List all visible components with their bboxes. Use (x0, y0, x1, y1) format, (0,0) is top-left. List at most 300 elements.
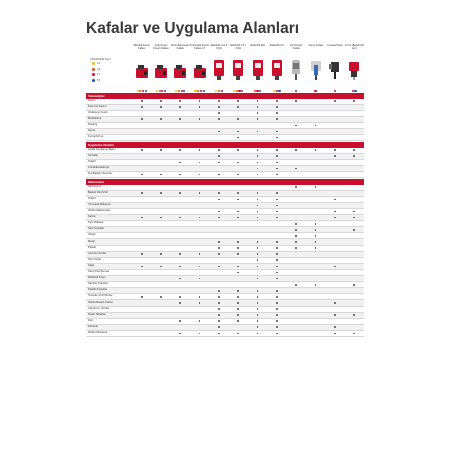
table-cell (287, 185, 306, 190)
check-dot-icon (257, 211, 259, 213)
table-cell (267, 191, 286, 196)
machine-image (309, 59, 323, 86)
check-dot-icon (334, 302, 336, 304)
table-cell (325, 135, 344, 140)
table-cell (248, 264, 267, 269)
table-cell (171, 99, 190, 104)
table-cell (209, 215, 228, 220)
table-cell (190, 111, 209, 116)
class-dot-icon (145, 90, 147, 92)
table-cell (345, 288, 364, 293)
table-cell (132, 258, 151, 263)
machine-name: HF Router Kafası (290, 44, 303, 50)
check-dot-icon (199, 192, 201, 194)
table-cell (248, 288, 267, 293)
table-cell (248, 117, 267, 122)
check-dot-icon (218, 302, 220, 304)
row-label: Metal (88, 239, 95, 243)
table-cell (171, 325, 190, 330)
row-label: Plastik (88, 245, 96, 249)
check-dot-icon (237, 253, 239, 255)
table-cell (248, 129, 267, 134)
table-cell (287, 233, 306, 238)
table-cell (345, 227, 364, 232)
check-dot-icon (141, 192, 143, 194)
table-cell (287, 135, 306, 140)
table-cell (306, 313, 325, 318)
table-cell (287, 203, 306, 208)
check-dot-icon (276, 162, 278, 164)
table-cell (267, 246, 286, 251)
class-dots (267, 86, 286, 92)
table-cell (151, 270, 170, 275)
check-dot-icon (257, 308, 259, 310)
table-cell (325, 325, 344, 330)
table-cell (190, 221, 209, 226)
row-label: Markalama (88, 116, 102, 120)
table-cell (190, 258, 209, 263)
table-cell (171, 319, 190, 324)
table-cell (151, 233, 170, 238)
check-dot-icon (218, 100, 220, 102)
table-cell (171, 185, 190, 190)
table-cell (306, 221, 325, 226)
check-dot-icon (257, 241, 259, 243)
check-dot-icon (218, 155, 220, 157)
table-cell (287, 117, 306, 122)
machine-name: Yazıcı Kafası (308, 44, 324, 47)
class-legend (86, 57, 132, 87)
table-cell (267, 105, 286, 110)
table-cell (248, 270, 267, 275)
legend-item (92, 62, 100, 65)
machine-column (229, 44, 248, 92)
machine-name: Elektrikli MH (250, 44, 265, 47)
table-cell (171, 246, 190, 251)
check-dot-icon (199, 217, 201, 219)
table-cell (209, 197, 228, 202)
check-dot-icon (315, 223, 317, 225)
check-dot-icon (295, 186, 297, 188)
check-dot-icon (257, 192, 259, 194)
table-cell (132, 111, 151, 116)
table-cell (306, 288, 325, 293)
machine-column (171, 44, 190, 92)
page-title: Kafalar ve Uygulama Alanları (86, 20, 300, 37)
table-cell (248, 185, 267, 190)
legend-label: C1 (97, 62, 101, 66)
table-cell (209, 154, 228, 159)
table-cell (267, 288, 286, 293)
machine-image (193, 64, 207, 85)
table-cell (287, 313, 306, 318)
table-cell (345, 99, 364, 104)
table-cell (190, 239, 209, 244)
check-dot-icon (141, 100, 143, 102)
table-cell (287, 282, 306, 287)
table-cell (190, 117, 209, 122)
check-dot-icon (257, 155, 259, 157)
table-cell (209, 105, 228, 110)
table-cell (345, 160, 364, 165)
check-dot-icon (218, 253, 220, 255)
table-cell (229, 313, 248, 318)
check-dot-icon (237, 333, 239, 335)
check-dot-icon (276, 253, 278, 255)
check-dot-icon (353, 211, 355, 213)
table-cell (287, 331, 306, 336)
table-cell (209, 160, 228, 165)
row-label: Deri (88, 318, 93, 322)
table-cell (345, 135, 364, 140)
check-dot-icon (218, 296, 220, 298)
check-dot-icon (218, 247, 220, 249)
class-dots (209, 86, 228, 92)
table-cell (267, 129, 286, 134)
check-dot-icon (334, 149, 336, 151)
check-dot-icon (218, 112, 220, 114)
class-dots (287, 86, 306, 92)
row-label: Streç Film/Kumaş (88, 270, 110, 274)
check-dot-icon (237, 106, 239, 108)
table-cell (132, 197, 151, 202)
check-dot-icon (276, 296, 278, 298)
table-cell (345, 203, 364, 208)
section-header: Malzemeler (86, 179, 364, 185)
table-cell (345, 325, 364, 330)
table-cell (132, 221, 151, 226)
table-cell (209, 191, 228, 196)
table-cell (248, 191, 267, 196)
table-cell (306, 239, 325, 244)
table-cell (229, 258, 248, 263)
check-dot-icon (257, 217, 259, 219)
table-cell (209, 185, 228, 190)
check-dot-icon (353, 217, 355, 219)
table-cell (190, 215, 209, 220)
table-cell (171, 135, 190, 140)
row-label: Sert Köpükler (88, 227, 105, 231)
table-cell (171, 270, 190, 275)
table-cell (151, 166, 170, 171)
table-cell (229, 264, 248, 269)
table-cell (325, 307, 344, 312)
table-cell (229, 288, 248, 293)
table-cell (306, 135, 325, 140)
table-cell (306, 172, 325, 177)
machine-column (325, 44, 344, 92)
table-cell (209, 258, 228, 263)
check-dot-icon (257, 168, 259, 170)
table-cell (132, 252, 151, 257)
machine-name: Oval Kesim Kesim Kafası (153, 44, 169, 50)
table-cell (267, 123, 286, 128)
check-dot-icon (160, 217, 162, 219)
table-cell (132, 239, 151, 244)
table-cell (151, 203, 170, 208)
table-cell (151, 117, 170, 122)
check-dot-icon (237, 272, 239, 274)
table-cell (267, 154, 286, 159)
check-dot-icon (141, 106, 143, 108)
table-cell (209, 276, 228, 281)
table-cell (151, 331, 170, 336)
class-dot-icon (259, 90, 261, 92)
class-dots (248, 86, 267, 92)
table-cell (190, 282, 209, 287)
table-cell (151, 227, 170, 232)
row-label: Routing (88, 122, 98, 126)
table-cell (345, 313, 364, 318)
check-dot-icon (199, 118, 201, 120)
table-cell (229, 252, 248, 257)
table-cell (132, 215, 151, 220)
check-dot-icon (218, 131, 220, 133)
table-cell (306, 294, 325, 299)
table-cell (248, 239, 267, 244)
table-cell (306, 227, 325, 232)
table-cell (306, 197, 325, 202)
table-cell (209, 135, 228, 140)
table-cell (306, 252, 325, 257)
table-cell (171, 276, 190, 281)
table-cell (229, 221, 248, 226)
table-cell (267, 111, 286, 116)
table-row (86, 331, 364, 337)
machine-image (212, 59, 226, 86)
check-dot-icon (237, 131, 239, 133)
table-cell (345, 172, 364, 177)
table-cell (229, 227, 248, 232)
check-dot-icon (257, 259, 259, 261)
table-cell (132, 160, 151, 165)
table-cell (287, 129, 306, 134)
table-cell (229, 148, 248, 153)
table-cell (248, 307, 267, 312)
check-dot-icon (160, 118, 162, 120)
check-dot-icon (257, 296, 259, 298)
table-cell (306, 282, 325, 287)
check-dot-icon (353, 155, 355, 157)
table-cell (190, 185, 209, 190)
table-cell (287, 258, 306, 263)
row-label: Ölçülü Baskılı Karton (88, 300, 114, 304)
table-cell (267, 264, 286, 269)
table-cell (325, 160, 344, 165)
table-cell (171, 105, 190, 110)
table-cell (267, 221, 286, 226)
check-dot-icon (218, 211, 220, 213)
check-dot-icon (237, 308, 239, 310)
table-cell (325, 264, 344, 269)
legend-item (92, 73, 100, 76)
table-cell (171, 288, 190, 293)
table-cell (209, 148, 228, 153)
check-dot-icon (276, 205, 278, 207)
table-cell (229, 129, 248, 134)
table-cell (190, 135, 209, 140)
table-cell (190, 233, 209, 238)
table-cell (287, 252, 306, 257)
table-cell (325, 227, 344, 232)
table-cell (190, 172, 209, 177)
check-dot-icon (237, 266, 239, 268)
table-cell (229, 203, 248, 208)
check-dot-icon (199, 302, 201, 304)
table-cell (151, 209, 170, 214)
check-dot-icon (276, 247, 278, 249)
table-cell (267, 135, 286, 140)
table-cell (325, 331, 344, 336)
legend-label: T1 (97, 73, 101, 77)
table-cell (229, 154, 248, 159)
check-dot-icon (218, 314, 220, 316)
table-cell (325, 129, 344, 134)
check-dot-icon (315, 229, 317, 231)
check-dot-icon (334, 211, 336, 213)
table-cell (190, 307, 209, 312)
check-dot-icon (199, 149, 201, 151)
table-cell (209, 99, 228, 104)
table-cell (287, 215, 306, 220)
check-dot-icon (179, 266, 181, 268)
check-dot-icon (276, 217, 278, 219)
table-cell (229, 282, 248, 287)
table-cell (325, 239, 344, 244)
machine-image (328, 59, 342, 86)
table-cell (132, 209, 151, 214)
table-cell (267, 215, 286, 220)
table-cell (306, 117, 325, 122)
table-cell (306, 325, 325, 330)
check-dot-icon (334, 326, 336, 328)
table-cell (132, 105, 151, 110)
class-dot-icon (203, 90, 205, 92)
table-cell (267, 313, 286, 318)
check-dot-icon (295, 284, 297, 286)
check-dot-icon (160, 192, 162, 194)
table-cell (190, 313, 209, 318)
machine-name: Elektrikli Cut 5 FOH (210, 44, 228, 50)
table-cell (229, 307, 248, 312)
table-cell (190, 197, 209, 202)
check-dot-icon (315, 235, 317, 237)
machine-column (209, 44, 228, 92)
table-cell (190, 203, 209, 208)
table-cell (132, 319, 151, 324)
table-cell (209, 233, 228, 238)
table-cell (267, 258, 286, 263)
table-cell (287, 294, 306, 299)
machine-image (251, 59, 265, 86)
table-cell (248, 252, 267, 257)
check-dot-icon (237, 174, 239, 176)
row-label: Yapıştırıcı Ürünler (88, 306, 110, 310)
table-cell (306, 270, 325, 275)
table-cell (306, 331, 325, 336)
check-dot-icon (237, 296, 239, 298)
table-cell (267, 239, 286, 244)
check-dot-icon (160, 100, 162, 102)
check-dot-icon (160, 266, 162, 268)
table-cell (190, 99, 209, 104)
table-cell (171, 294, 190, 299)
table-cell (345, 300, 364, 305)
table-cell (248, 135, 267, 140)
table-cell (325, 166, 344, 171)
check-dot-icon (276, 118, 278, 120)
legend-dot-icon (92, 73, 95, 76)
table-cell (306, 319, 325, 324)
table-cell (209, 313, 228, 318)
table-cell (209, 129, 228, 134)
row-label: Tekstil (88, 196, 96, 200)
check-dot-icon (353, 333, 355, 335)
class-dot-icon (334, 90, 336, 92)
check-dot-icon (257, 314, 259, 316)
table-cell (248, 99, 267, 104)
check-dot-icon (218, 326, 220, 328)
legend-dot-icon (92, 68, 95, 71)
check-dot-icon (218, 320, 220, 322)
table-cell (132, 203, 151, 208)
table-cell (151, 197, 170, 202)
check-dot-icon (237, 211, 239, 213)
check-dot-icon (276, 155, 278, 157)
check-dot-icon (257, 247, 259, 249)
row-label: Kartonlu (88, 324, 99, 328)
table-cell (287, 99, 306, 104)
table-cell (171, 209, 190, 214)
machine-image (154, 64, 168, 85)
table-cell (267, 117, 286, 122)
table-cell (151, 276, 170, 281)
table-cell (190, 325, 209, 330)
row-label: Ambalaj (88, 153, 98, 157)
check-dot-icon (295, 235, 297, 237)
table-cell (267, 99, 286, 104)
class-dots (345, 86, 364, 92)
check-dot-icon (141, 217, 143, 219)
row-label: Kırma/Kırma (88, 135, 104, 139)
check-dot-icon (295, 247, 297, 249)
table-cell (151, 313, 170, 318)
table-cell (209, 246, 228, 251)
table-cell (248, 215, 267, 220)
table-cell (229, 185, 248, 190)
check-dot-icon (276, 272, 278, 274)
class-dot-icon (178, 90, 180, 92)
table-cell (248, 331, 267, 336)
table-cell (190, 252, 209, 257)
check-dot-icon (276, 112, 278, 114)
check-dot-icon (334, 155, 336, 157)
class-dot-icon (183, 90, 185, 92)
table-cell (171, 331, 190, 336)
table-cell (209, 203, 228, 208)
table-cell (345, 154, 364, 159)
table-cell (190, 331, 209, 336)
class-dots (132, 86, 151, 92)
check-dot-icon (295, 125, 297, 127)
check-dot-icon (141, 118, 143, 120)
table-cell (287, 197, 306, 202)
table-cell (171, 221, 190, 226)
table-cell (209, 307, 228, 312)
check-dot-icon (257, 278, 259, 280)
check-dot-icon (237, 199, 239, 201)
table-cell (151, 239, 170, 244)
